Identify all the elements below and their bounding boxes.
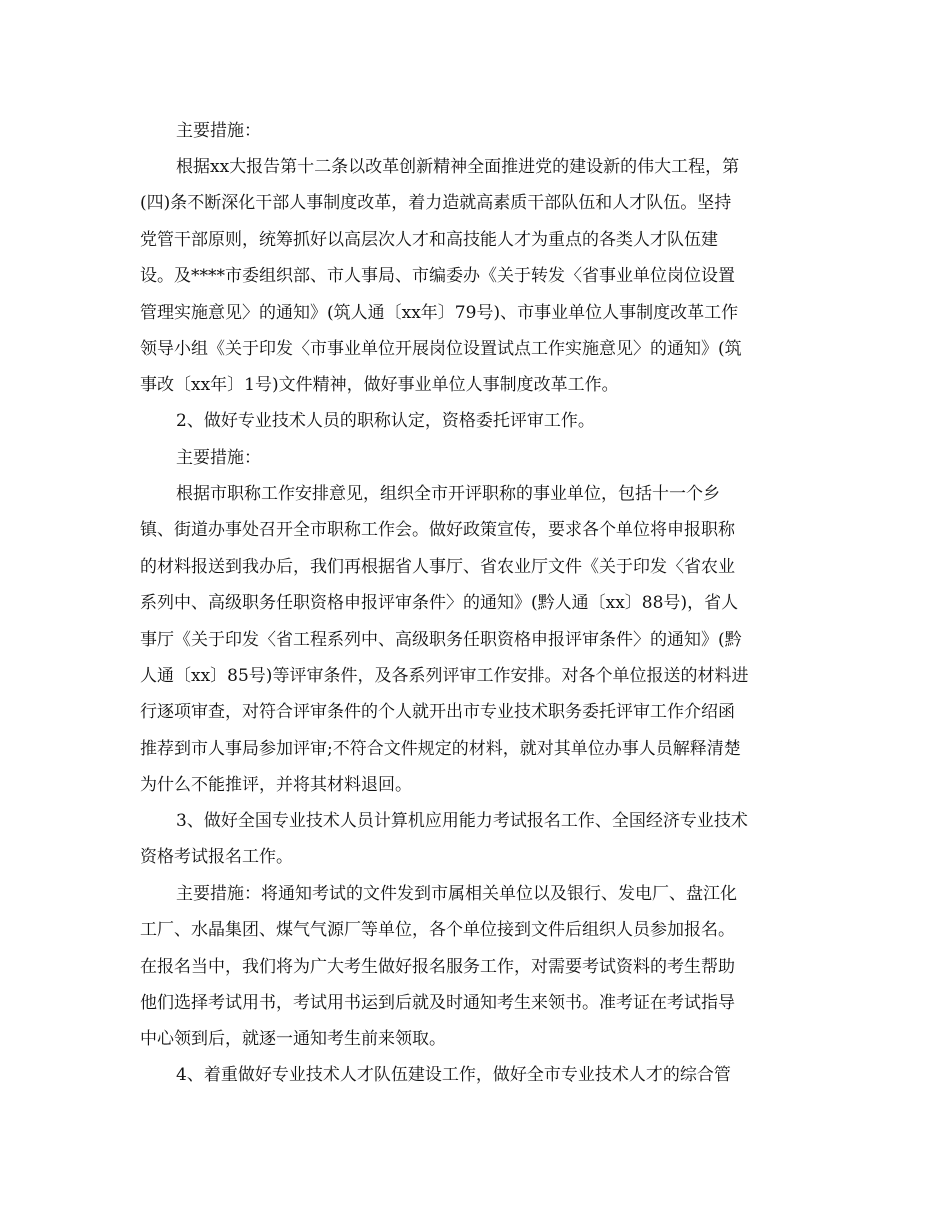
text-line: 推荐到市人事局参加评审;不符合文件规定的材料，就对其单位办事人员解释清楚 (140, 739, 741, 759)
text-line: 行逐项审查，对符合评审条件的个人就开出市专业技术职务委托评审工作介绍函 (140, 702, 735, 722)
text-line: 中心领到后，就逐一通知考生前来领取。 (140, 1029, 446, 1049)
text-line: 资格考试报名工作。 (140, 847, 293, 867)
text-line: 人通〔xx〕85号)等评审条件，及各系列评审工作安排。对各个单位报送的材料进 (140, 666, 749, 686)
text-line: 主要措施： (176, 121, 261, 141)
text-line: 为什么不能推评，并将其材料退回。 (140, 775, 412, 795)
text-line: 设。及****市委组织部、市人事局、市编委办《关于转发〈省事业单位岗位设置 (140, 266, 735, 286)
text-line: 管理实施意见〉的通知》(筑人通〔xx年〕79号)、市事业单位人事制度改革工作 (140, 303, 739, 323)
text-line: 镇、街道办事处召开全市职称工作会。做好政策宣传，要求各个单位将申报职称 (140, 520, 735, 540)
text-line: 在报名当中，我们将为广大考生做好报名服务工作，对需要考试资料的考生帮助 (140, 957, 735, 977)
text-line: 的材料报送到我办后，我们再根据省人事厅、省农业厅文件《关于印发〈省农业 (140, 557, 735, 577)
text-line: 领导小组《关于印发〈市事业单位开展岗位设置试点工作实施意见〉的通知》(筑 (140, 339, 742, 359)
text-line: 党管干部原则，统筹抓好以高层次人才和高技能人才为重点的各类人才队伍建 (140, 230, 718, 250)
text-line: 根据xx大报告第十二条以改革创新精神全面推进党的建设新的伟大工程，第 (176, 157, 740, 177)
text-line: 主要措施：将通知考试的文件发到市属相关单位以及银行、发电厂、盘江化 (176, 884, 737, 904)
text-line: (四)条不断深化干部人事制度改革，着力造就高素质干部队伍和人才队伍。坚持 (140, 193, 732, 213)
text-line: 事厅《关于印发〈省工程系列中、高级职务任职资格申报评审条件〉的通知》(黔 (140, 630, 742, 650)
text-line: 事改〔xx年〕1号)文件精神，做好事业单位人事制度改革工作。 (140, 375, 619, 395)
text-line: 系列中、高级职务任职资格申报评审条件〉的通知》(黔人通〔xx〕88号)，省人 (140, 593, 739, 613)
text-line: 主要措施： (176, 448, 261, 468)
text-line: 3、做好全国专业技术人员计算机应用能力考试报名工作、全国经济专业技术 (176, 811, 748, 831)
text-line: 根据市职称工作安排意见，组织全市开评职称的事业单位，包括十一个乡 (176, 484, 720, 504)
text-line: 4、着重做好专业技术人才队伍建设工作，做好全市专业技术人才的综合管 (176, 1065, 731, 1085)
text-line: 2、做好专业技术人员的职称认定，资格委托评审工作。 (176, 411, 595, 431)
text-line: 他们选择考试用书，考试用书运到后就及时通知考生来领书。准考证在考试指导 (140, 993, 735, 1013)
text-line: 工厂、水晶集团、煤气气源厂等单位，各个单位接到文件后组织人员参加报名。 (140, 920, 735, 940)
